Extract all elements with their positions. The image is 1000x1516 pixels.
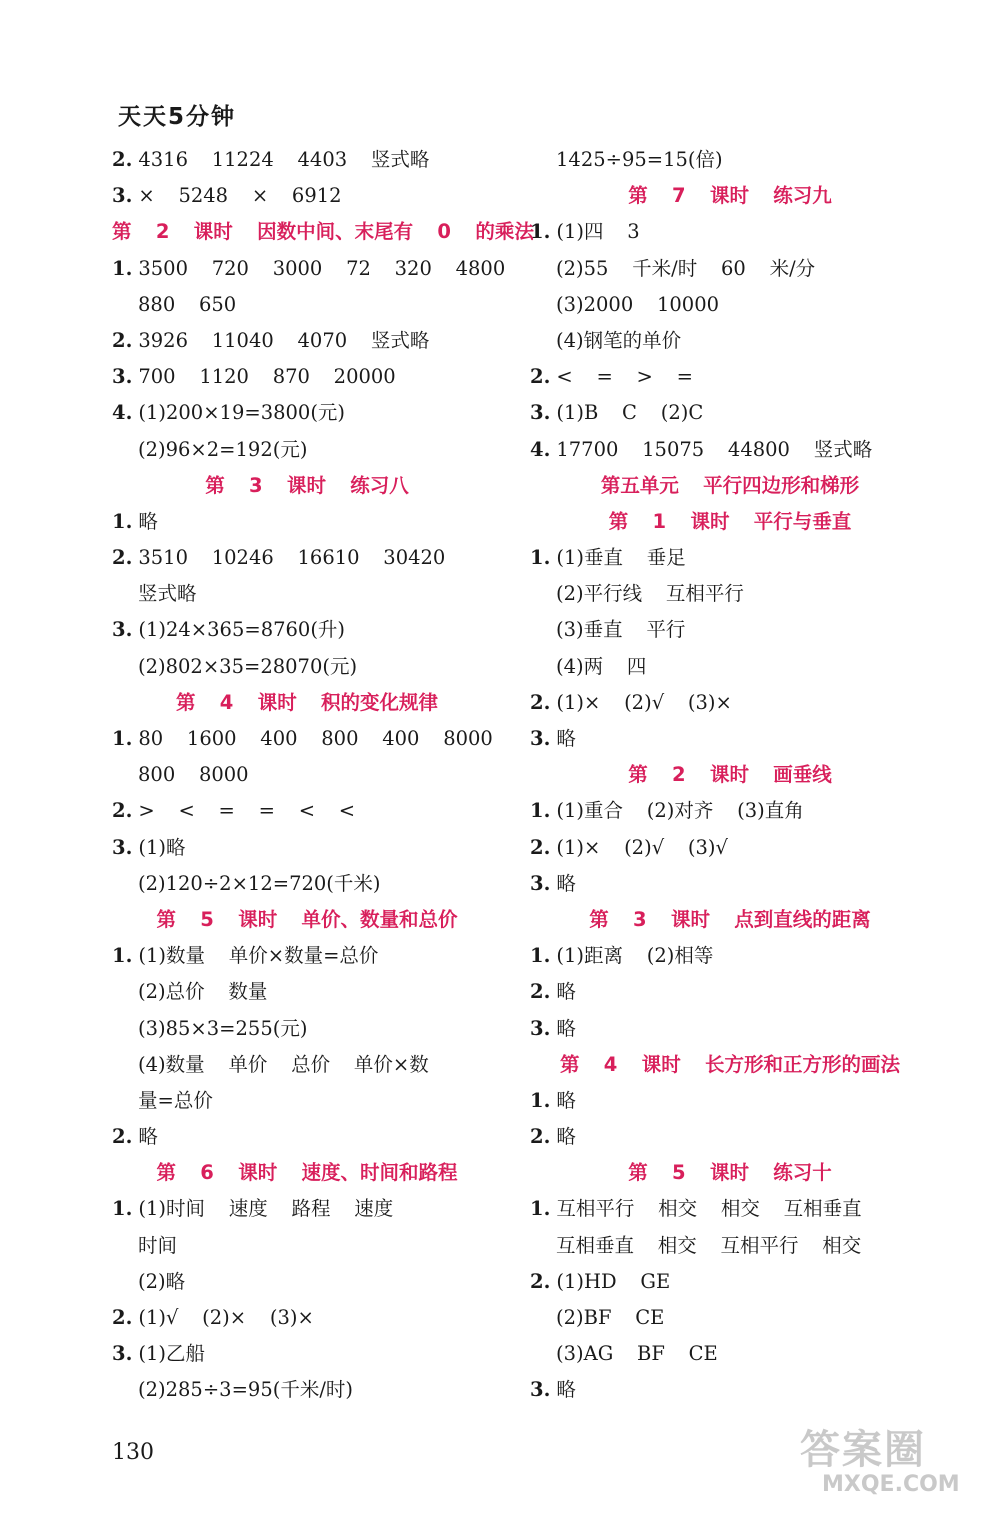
lesson-heading: 第五单元 平行四边形和梯形: [600, 473, 860, 497]
answer-number: 2.: [112, 546, 133, 570]
answer-number: 2.: [530, 835, 551, 859]
answer-number: 2.: [112, 148, 133, 171]
answer-text: 700 1120 870 20000: [138, 365, 396, 389]
book-header-title: 天天5分钟: [118, 104, 237, 130]
answer-number: 3.: [530, 1378, 551, 1402]
answer-item: [530, 395, 930, 431]
lesson-heading: 第 2 课时 因数中间、末尾有 0 的乘法: [112, 220, 534, 244]
answer-item: [530, 830, 930, 866]
answer-item: [530, 1119, 930, 1155]
answer-item: [112, 323, 502, 359]
answer-text: 互相平行 相交 相交 互相垂直: [556, 1197, 862, 1221]
answer-item: [112, 251, 506, 287]
answer-continuation: (2)总价 数量: [138, 980, 268, 1004]
answer-continuation: (3)AG BF CE: [556, 1342, 718, 1366]
lesson-heading: 第 5 课时 单价、数量和总价: [156, 907, 458, 931]
answer-text: < = > =: [556, 365, 693, 389]
answer-number: 2.: [112, 1306, 133, 1329]
answer-continuation: 量=总价: [138, 1088, 213, 1112]
answer-item: [530, 721, 930, 757]
answer-number: 3.: [530, 401, 551, 425]
answer-number: 3.: [530, 871, 551, 895]
watermark-text: 答案圈: [800, 1427, 926, 1473]
answer-item: [112, 721, 502, 757]
answer-continuation: 互相垂直 相交 互相平行 相交: [556, 1233, 862, 1257]
answer-number: 1.: [112, 727, 133, 750]
lesson-heading: 第 2 课时 画垂线: [628, 763, 832, 787]
answer-item: [112, 142, 502, 178]
answer-item: [112, 1191, 502, 1227]
answer-number: 2.: [112, 1125, 133, 1149]
answer-text: 略: [556, 1016, 576, 1040]
answer-text: (1)四 3: [556, 220, 640, 244]
answer-item: [112, 504, 502, 540]
answer-text: (1)时间 速度 路程 速度: [138, 1197, 394, 1221]
answer-number: 3.: [112, 1342, 133, 1366]
lesson-heading: 第 5 课时 练习十: [628, 1161, 832, 1185]
answer-item: [530, 1011, 930, 1047]
answer-number: 2.: [112, 799, 133, 823]
answer-number: 3.: [112, 365, 133, 389]
answer-text: 略: [556, 1088, 576, 1112]
answer-item: [530, 938, 930, 974]
answer-number: 1.: [112, 509, 133, 533]
answer-item: [530, 793, 930, 829]
answer-number: 4.: [530, 437, 551, 461]
answer-continuation: 竖式略: [138, 582, 197, 606]
answer-number: 1.: [530, 799, 551, 823]
answer-number: 3.: [112, 835, 133, 859]
watermark-logo: [800, 1418, 985, 1504]
lesson-heading: 第 3 课时 练习八: [205, 473, 409, 497]
answer-number: 1.: [530, 220, 551, 244]
answer-number: 3.: [530, 1016, 551, 1040]
answer-continuation: 800 8000: [138, 763, 249, 787]
answer-number: 2.: [530, 1125, 551, 1149]
answer-text: 3926 11040 4070 竖式略: [138, 328, 430, 352]
answer-number: 1.: [530, 944, 551, 968]
lesson-heading: 第 4 课时 长方形和正方形的画法: [559, 1052, 901, 1076]
answer-text: 4316 11224 4403 竖式略: [138, 148, 430, 171]
answer-text: (1)HD GE: [556, 1269, 671, 1293]
answer-item: [530, 214, 930, 250]
answer-text: (1)数量 单价×数量=总价: [138, 944, 379, 968]
answer-text: 略: [556, 1125, 576, 1149]
answer-text: 3510 10246 16610 30420: [138, 546, 446, 570]
answer-number: 2.: [112, 328, 133, 352]
answer-item: [112, 540, 502, 576]
lesson-heading: 第 1 课时 平行与垂直: [608, 509, 852, 533]
answer-item: [530, 359, 930, 395]
answer-continuation: 时间: [138, 1233, 178, 1257]
answer-item: [112, 793, 502, 829]
answer-item: [112, 395, 502, 431]
answer-continuation: (2)略: [138, 1269, 186, 1293]
answer-item: [530, 1083, 930, 1119]
answer-number: 1.: [530, 546, 551, 570]
answer-item: [112, 178, 502, 214]
answer-continuation: (3)85×3=255(元): [138, 1016, 308, 1040]
answer-text: 略: [556, 1378, 576, 1402]
answer-number: 3.: [112, 618, 133, 642]
answer-text: (1)距离 (2)相等: [556, 944, 714, 968]
answer-text: (1)垂直 垂足: [556, 546, 686, 570]
answer-item: [530, 432, 930, 468]
answer-number: 3.: [530, 727, 551, 750]
answer-number: 2.: [530, 365, 551, 389]
answer-text: × 5248 × 6912: [138, 184, 342, 208]
answer-number: 1.: [530, 1088, 551, 1112]
answer-column-right: [530, 142, 930, 1409]
lesson-heading: 第 7 课时 练习九: [628, 184, 832, 208]
answer-item: [112, 1336, 502, 1372]
answer-text: 17700 15075 44800 竖式略: [556, 437, 873, 461]
answer-number: 3.: [112, 184, 133, 208]
answer-text: (1)重合 (2)对齐 (3)直角: [556, 799, 804, 823]
answer-text: 略: [556, 871, 576, 895]
answer-item: [530, 1191, 930, 1227]
answer-text: (1)24×365=8760(升): [138, 618, 346, 642]
answer-text: (1)略: [138, 835, 186, 859]
answer-item: [530, 540, 930, 576]
answer-continuation: (2)BF CE: [556, 1306, 665, 1329]
answer-continuation: (3)2000 10000: [556, 292, 720, 316]
answer-item: [530, 1264, 930, 1300]
answer-item: [530, 974, 930, 1010]
answer-number: 2.: [530, 980, 551, 1004]
answer-number: 4.: [112, 401, 133, 425]
lesson-heading: 第 6 课时 速度、时间和路程: [156, 1161, 458, 1185]
answer-text: 略: [138, 509, 158, 533]
answer-item: [530, 685, 930, 721]
answer-continuation: (2)96×2=192(元): [138, 437, 308, 461]
answer-item: [112, 830, 502, 866]
lesson-heading: 第 4 课时 积的变化规律: [175, 690, 439, 714]
answer-continuation: 880 650: [138, 292, 237, 316]
answer-continuation: (2)55 千米/时 60 米/分: [556, 256, 816, 280]
answer-number: 1.: [112, 256, 133, 280]
answer-item: [530, 866, 930, 902]
answer-number: 1.: [112, 944, 133, 968]
answer-continuation: (2)平行线 互相平行: [556, 582, 744, 606]
answer-text: (1)√ (2)× (3)×: [138, 1306, 314, 1329]
answer-item: [112, 938, 502, 974]
answer-item: [112, 359, 502, 395]
answer-number: 1.: [530, 1197, 551, 1221]
answer-text: 略: [138, 1125, 158, 1149]
answer-item: [112, 612, 502, 648]
answer-text: 略: [556, 727, 576, 750]
lesson-heading: 第 3 课时 点到直线的距离: [589, 907, 871, 931]
answer-text: > < = = < <: [138, 799, 356, 823]
answer-item: [112, 1300, 502, 1336]
answer-continuation: (2)285÷3=95(千米/时): [138, 1378, 354, 1402]
answer-text: (1)乙船: [138, 1342, 205, 1366]
answer-item: [530, 1372, 930, 1408]
page-number: 130: [112, 1440, 154, 1465]
answer-continuation: (4)数量 单价 总价 单价×数: [138, 1052, 429, 1076]
answer-text: 3500 720 3000 72 320 4800: [138, 256, 506, 280]
answer-number: 1.: [112, 1197, 133, 1221]
answer-text: (1)× (2)√ (3)√: [556, 835, 728, 859]
answer-continuation: (4)钢笔的单价: [556, 328, 682, 352]
answer-continuation: 1425÷95=15(倍): [556, 148, 723, 171]
answer-continuation: (4)两 四: [556, 654, 647, 678]
answer-number: 2.: [530, 690, 551, 714]
watermark-url: MXQE.COM: [822, 1472, 960, 1497]
answer-text: (1)× (2)√ (3)×: [556, 690, 732, 714]
answer-column-left: [112, 142, 534, 1409]
answer-number: 2.: [530, 1269, 551, 1293]
answer-continuation: (3)垂直 平行: [556, 618, 686, 642]
answer-text: (1)B C (2)C: [556, 401, 704, 425]
answer-text: (1)200×19=3800(元): [138, 401, 346, 425]
answer-continuation: (2)120÷2×12=720(千米): [138, 871, 381, 895]
answer-item: [112, 1119, 502, 1155]
answer-text: 80 1600 400 800 400 8000: [138, 727, 493, 750]
answer-text: 略: [556, 980, 576, 1004]
answer-continuation: (2)802×35=28070(元): [138, 654, 358, 678]
